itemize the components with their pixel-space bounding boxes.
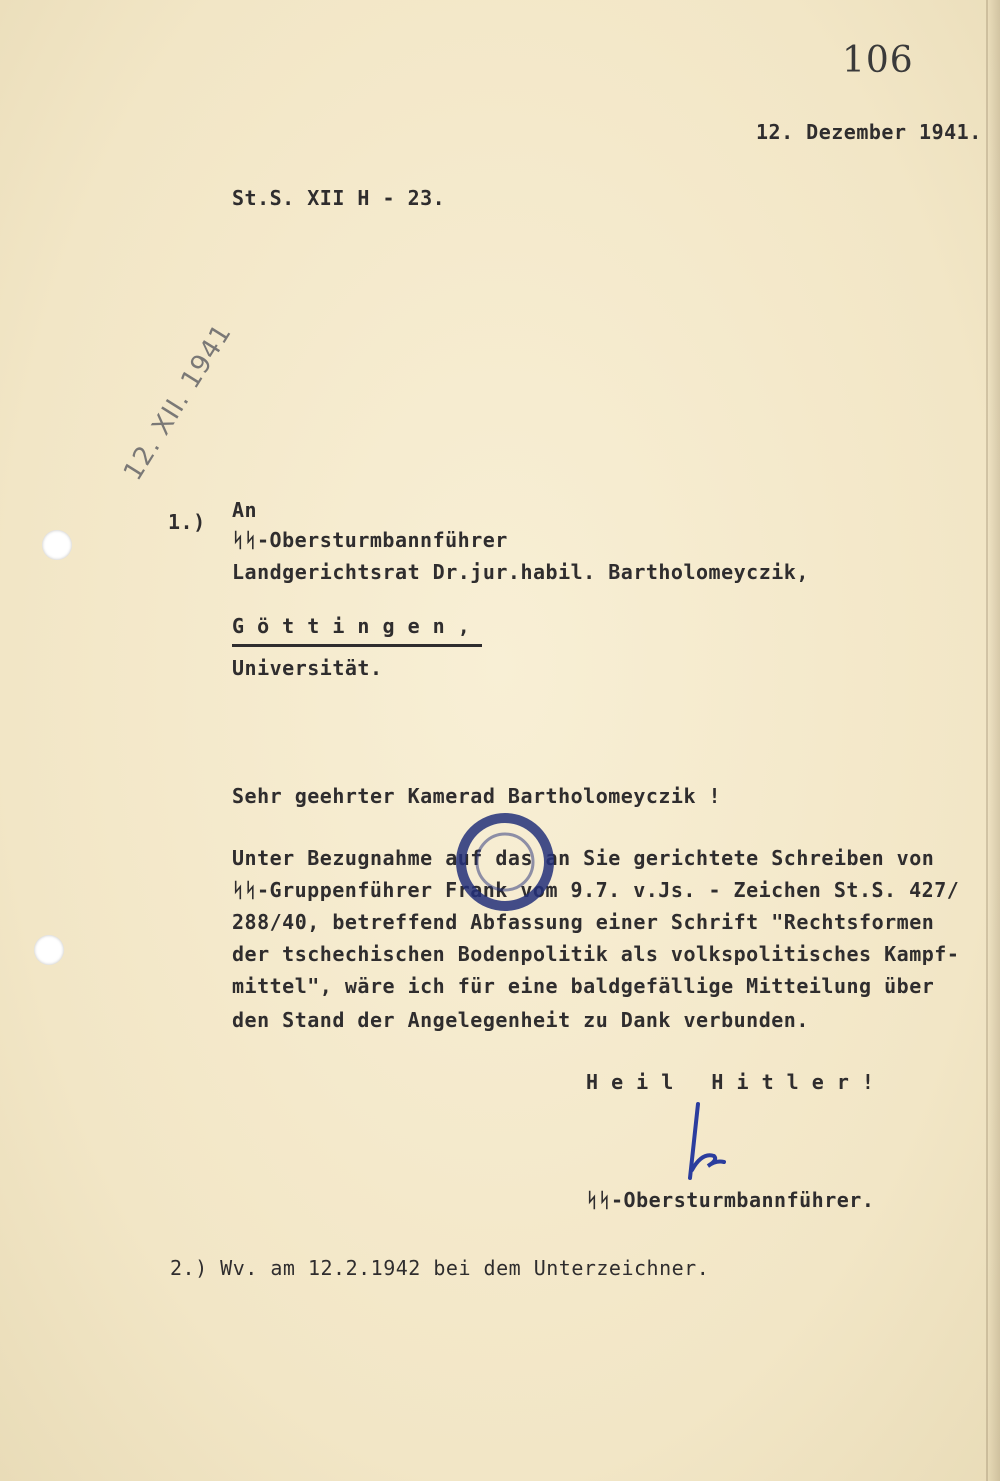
city-underline <box>232 644 482 647</box>
body-line-6: den Stand der Angelegenheit zu Dank verbunden. <box>232 1008 809 1032</box>
page-number: 106 <box>842 40 914 81</box>
recipient-name: Landgerichtsrat Dr.jur.habil. Bartholomeyczik, <box>232 560 809 584</box>
closing: H e i l H i t l e r ! <box>586 1070 875 1094</box>
punch-hole-bottom <box>34 935 64 965</box>
body-line-1: Unter Bezugnahme auf das an Sie gerichtete Schreiben von <box>232 846 935 870</box>
received-date-stamp: 12. XII. 1941 <box>118 318 239 486</box>
follow-up-note: 2.) Wv. am 12.2.1942 bei dem Unterzeichner. <box>170 1256 710 1280</box>
recipient-institution: Universität. <box>232 656 383 680</box>
recipient-rank: ᛋᛋ-Obersturmbannführer <box>232 528 508 552</box>
body-line-5: mittel", wäre ich für eine baldgefällige Mitteilung über <box>232 974 935 998</box>
recipient-prefix: An <box>232 498 258 522</box>
item1-marker: 1.) <box>168 510 206 534</box>
salutation: Sehr geehrter Kamerad Bartholomeyczik ! <box>232 784 722 808</box>
recipient-city: G ö t t i n g e n , <box>232 614 471 638</box>
letter-date: 12. Dezember 1941. <box>756 120 982 144</box>
body-line-4: der tschechischen Bodenpolitik als volkspolitisches Kampf- <box>232 942 960 966</box>
punch-hole-top <box>42 530 72 560</box>
body-line-3: 288/40, betreffend Abfassung einer Schrift "Rechtsformen <box>232 910 935 934</box>
reference-number: St.S. XII H - 23. <box>232 186 446 210</box>
signature-initial <box>680 1100 740 1190</box>
body-line-2: ᛋᛋ-Gruppenführer Frank vom 9.7. v.Js. - Zeichen St.S. 427/ <box>232 878 960 902</box>
signatory-rank: ᛋᛋ-Obersturmbannführer. <box>586 1188 875 1212</box>
paper-edge-shadow <box>986 0 1000 1481</box>
office-stamp <box>455 812 555 912</box>
